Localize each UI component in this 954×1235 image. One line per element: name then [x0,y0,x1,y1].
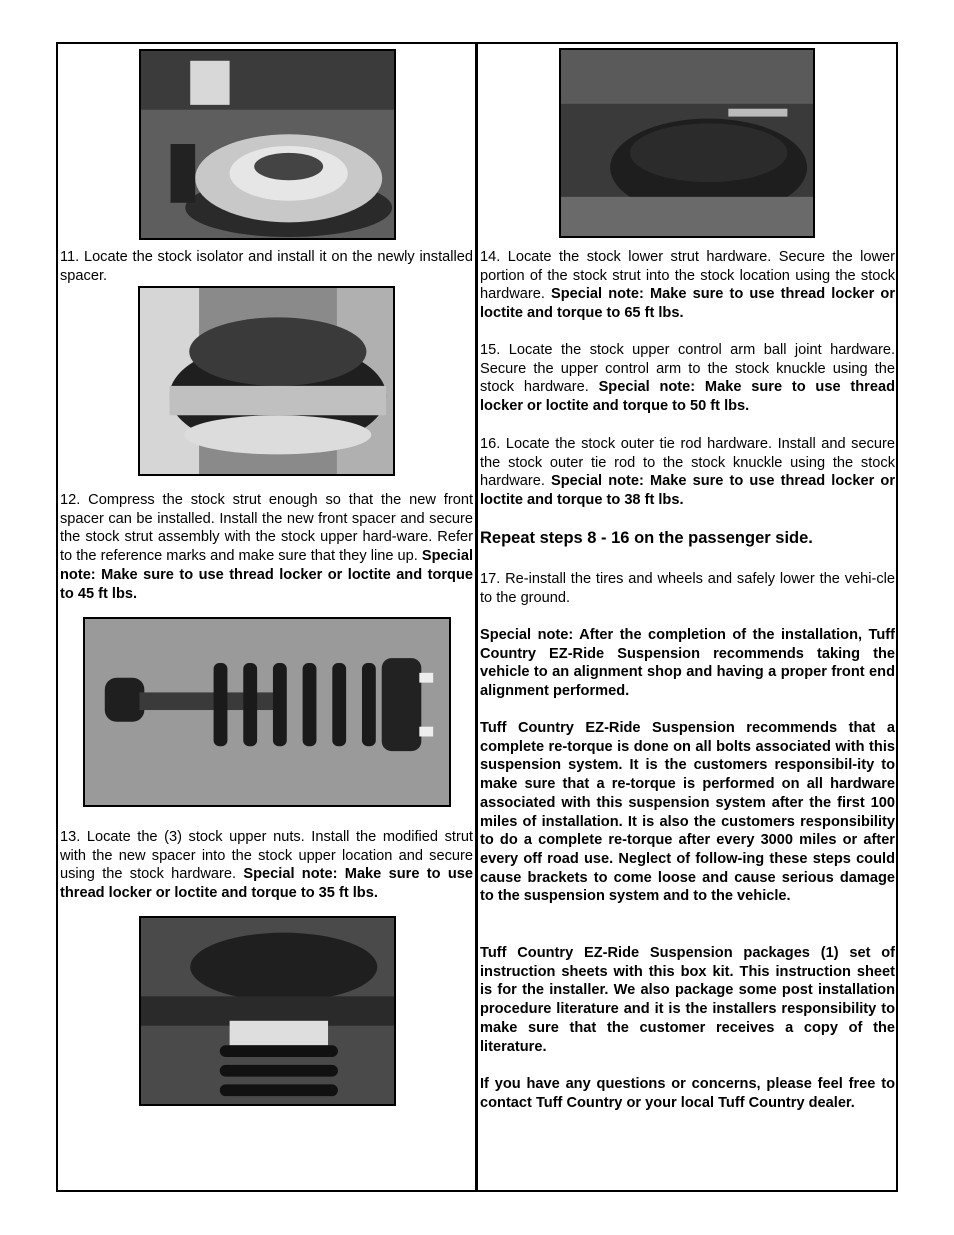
photo-isolator-installed [138,286,395,476]
literature-note: Tuff Country EZ-Ride Suspension packages (1) set of instruction sheets with this box kit. This instruction sheet is for the installer. We also package some post installation procedure literature and it is the installers responsibility to make sure that the customer receives a copy of the literature. [480,945,895,1055]
step-13-body: 13. Locate the (3) stock upper nuts. Install the modified strut with the new spacer into the stock upper location and secure using the stock hardware. [60,829,473,883]
repeat-steps-heading: Repeat steps 8 - 16 on the passenger side. [480,529,813,547]
step-13-text [60,828,473,903]
step-16-text [480,435,895,510]
step-14-body: 14. Locate the stock lower strut hardware. Secure the lower portion of the stock strut into the stock location using the stock hardware. [480,249,895,303]
step-15-special-note: Special note: Make sure to use thread locker or loctite and torque to 50 ft lbs. [480,379,895,415]
step-15-body: 15. Locate the stock upper control arm ball joint hardware. Secure the upper control arm to the stock knuckle using the stock hardware. [480,342,895,396]
retorque-note: Tuff Country EZ-Ride Suspension recommends that a complete re-torque is done on all bolts associated with this suspension system. It is the customers responsibil-ity to make sure that a re-torque is performed on all hardware associated with this suspension system after the first 100 miles of installation. It is also the customers responsibility to do a complete re-torque after every 3000 miles or after every off road use. Neglect of follow-ing these steps could cause brackets to come loose and cause serious damage to the suspension system and to the vehicle. [480,720,895,905]
step-13-special-note: Special note: Make sure to use thread locker or loctite and torque to 35 ft lbs. [60,866,473,902]
step-14-text [480,248,895,323]
column-divider [475,42,478,1192]
step-12-special-note: Special note: Make sure to use thread locker or loctite and torque to 45 ft lbs. [60,548,473,602]
alignment-special-note: Special note: After the completion of the installation, Tuff Country EZ-Ride Suspension recommends taking the vehicle to an alignment shop and having a proper front end alignment performed. [480,627,895,700]
photo-strut-installed [139,916,396,1106]
step-16-special-note: Special note: Make sure to use thread locker or loctite and torque to 38 ft lbs. [480,473,896,509]
step-14-special-note: Special note: Make sure to use thread locker or loctite and torque to 65 ft lbs. [480,286,896,322]
step-11-text: 11. Locate the stock isolator and install it on the newly installed spacer. [60,249,473,284]
step-12-text [60,491,473,603]
contact-note: If you have any questions or concerns, please feel free to contact Tuff Country or your local Tuff Country dealer. [480,1076,895,1111]
photo-isolator-on-spacer [139,49,396,240]
step-16-body: 16. Locate the stock outer tie rod hardware. Install and secure the stock outer tie rod to the stock knuckle using the stock hardware. [480,436,895,490]
step-12-body: 12. Compress the stock strut enough so that the new front spacer can be installed. Install the new front spacer and secure the stock strut assembly with the stock upper hard-ware. Refer to the reference marks and make sure that they line up. [60,492,473,565]
photo-lower-strut-hardware [559,48,815,238]
photo-strut-assembly [83,617,451,807]
step-17-text: 17. Re-install the tires and wheels and safely lower the vehi-cle to the ground. [480,571,895,606]
step-15-text [480,341,895,416]
